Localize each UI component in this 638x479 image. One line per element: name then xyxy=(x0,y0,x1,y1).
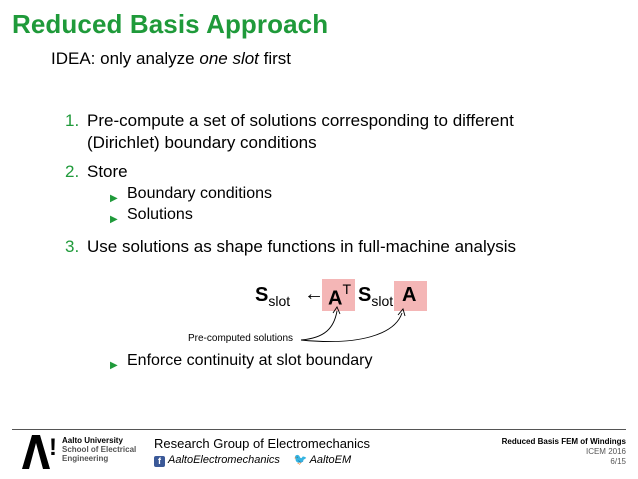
footer-slide-title: Reduced Basis FEM of Windings xyxy=(501,437,626,446)
school-line-2: Engineering xyxy=(62,454,109,463)
university-block xyxy=(62,436,136,463)
list-item-2 xyxy=(65,161,265,183)
idea-suffix: first xyxy=(258,49,292,68)
research-group: Research Group of Electromechanics xyxy=(154,436,371,451)
precomputed-label: Pre-computed solutions xyxy=(188,333,294,344)
footer-right xyxy=(502,437,626,467)
footer-divider xyxy=(12,429,626,430)
list-number: 1. xyxy=(65,111,80,130)
bullet-triangle-icon: ▶ xyxy=(110,214,118,225)
bullet-text: Boundary conditions xyxy=(127,185,272,202)
twitter-handle[interactable]: AaltoEM xyxy=(309,454,352,466)
list-item-3 xyxy=(65,236,595,258)
list-number: 3. xyxy=(65,237,80,256)
left-arrow-icon: ← xyxy=(304,283,324,305)
list-text-line1: Pre-compute a set of solutions corresponding to different xyxy=(87,111,514,130)
formula-a: A xyxy=(402,284,417,306)
formula-s-slot-2: $S_{slot}$ xyxy=(358,284,394,309)
social-links xyxy=(154,453,351,467)
bullet-text: Enforce continuity at slot boundary xyxy=(127,352,373,369)
idea-emphasis: one slot xyxy=(199,49,259,68)
list-item-1 xyxy=(65,110,585,154)
svg-text:!: ! xyxy=(49,435,57,461)
university-name: Aalto University xyxy=(62,436,123,445)
formula-s-slot: $S_{slot}$ xyxy=(255,284,291,309)
formula-a-transpose: $A^T$ xyxy=(328,281,352,310)
list-text-line2: (Dirichlet) boundary conditions xyxy=(87,133,317,152)
list-text: Store xyxy=(87,162,128,181)
list-number: 2. xyxy=(65,162,80,181)
twitter-icon: 🐦 xyxy=(293,454,308,466)
idea-line xyxy=(51,49,291,69)
bullet-triangle-icon: ▶ xyxy=(110,360,118,371)
page-number: 6/15 xyxy=(610,457,626,466)
aalto-logo-icon xyxy=(20,435,57,469)
school-line-1: School of Electrical xyxy=(62,445,137,454)
idea-prefix: IDEA: only analyze xyxy=(51,49,200,68)
formula xyxy=(255,279,635,313)
bullet-text: Solutions xyxy=(127,206,193,223)
slide-title: Reduced Basis Approach xyxy=(12,9,329,39)
conference-name: ICEM 2016 xyxy=(585,447,626,456)
facebook-handle[interactable]: AaltoElectromechanics xyxy=(168,454,280,466)
bullet-triangle-icon: ▶ xyxy=(110,193,118,204)
list-text: Use solutions as shape functions in full-machine analysis xyxy=(87,237,517,256)
facebook-icon: f xyxy=(154,456,165,467)
